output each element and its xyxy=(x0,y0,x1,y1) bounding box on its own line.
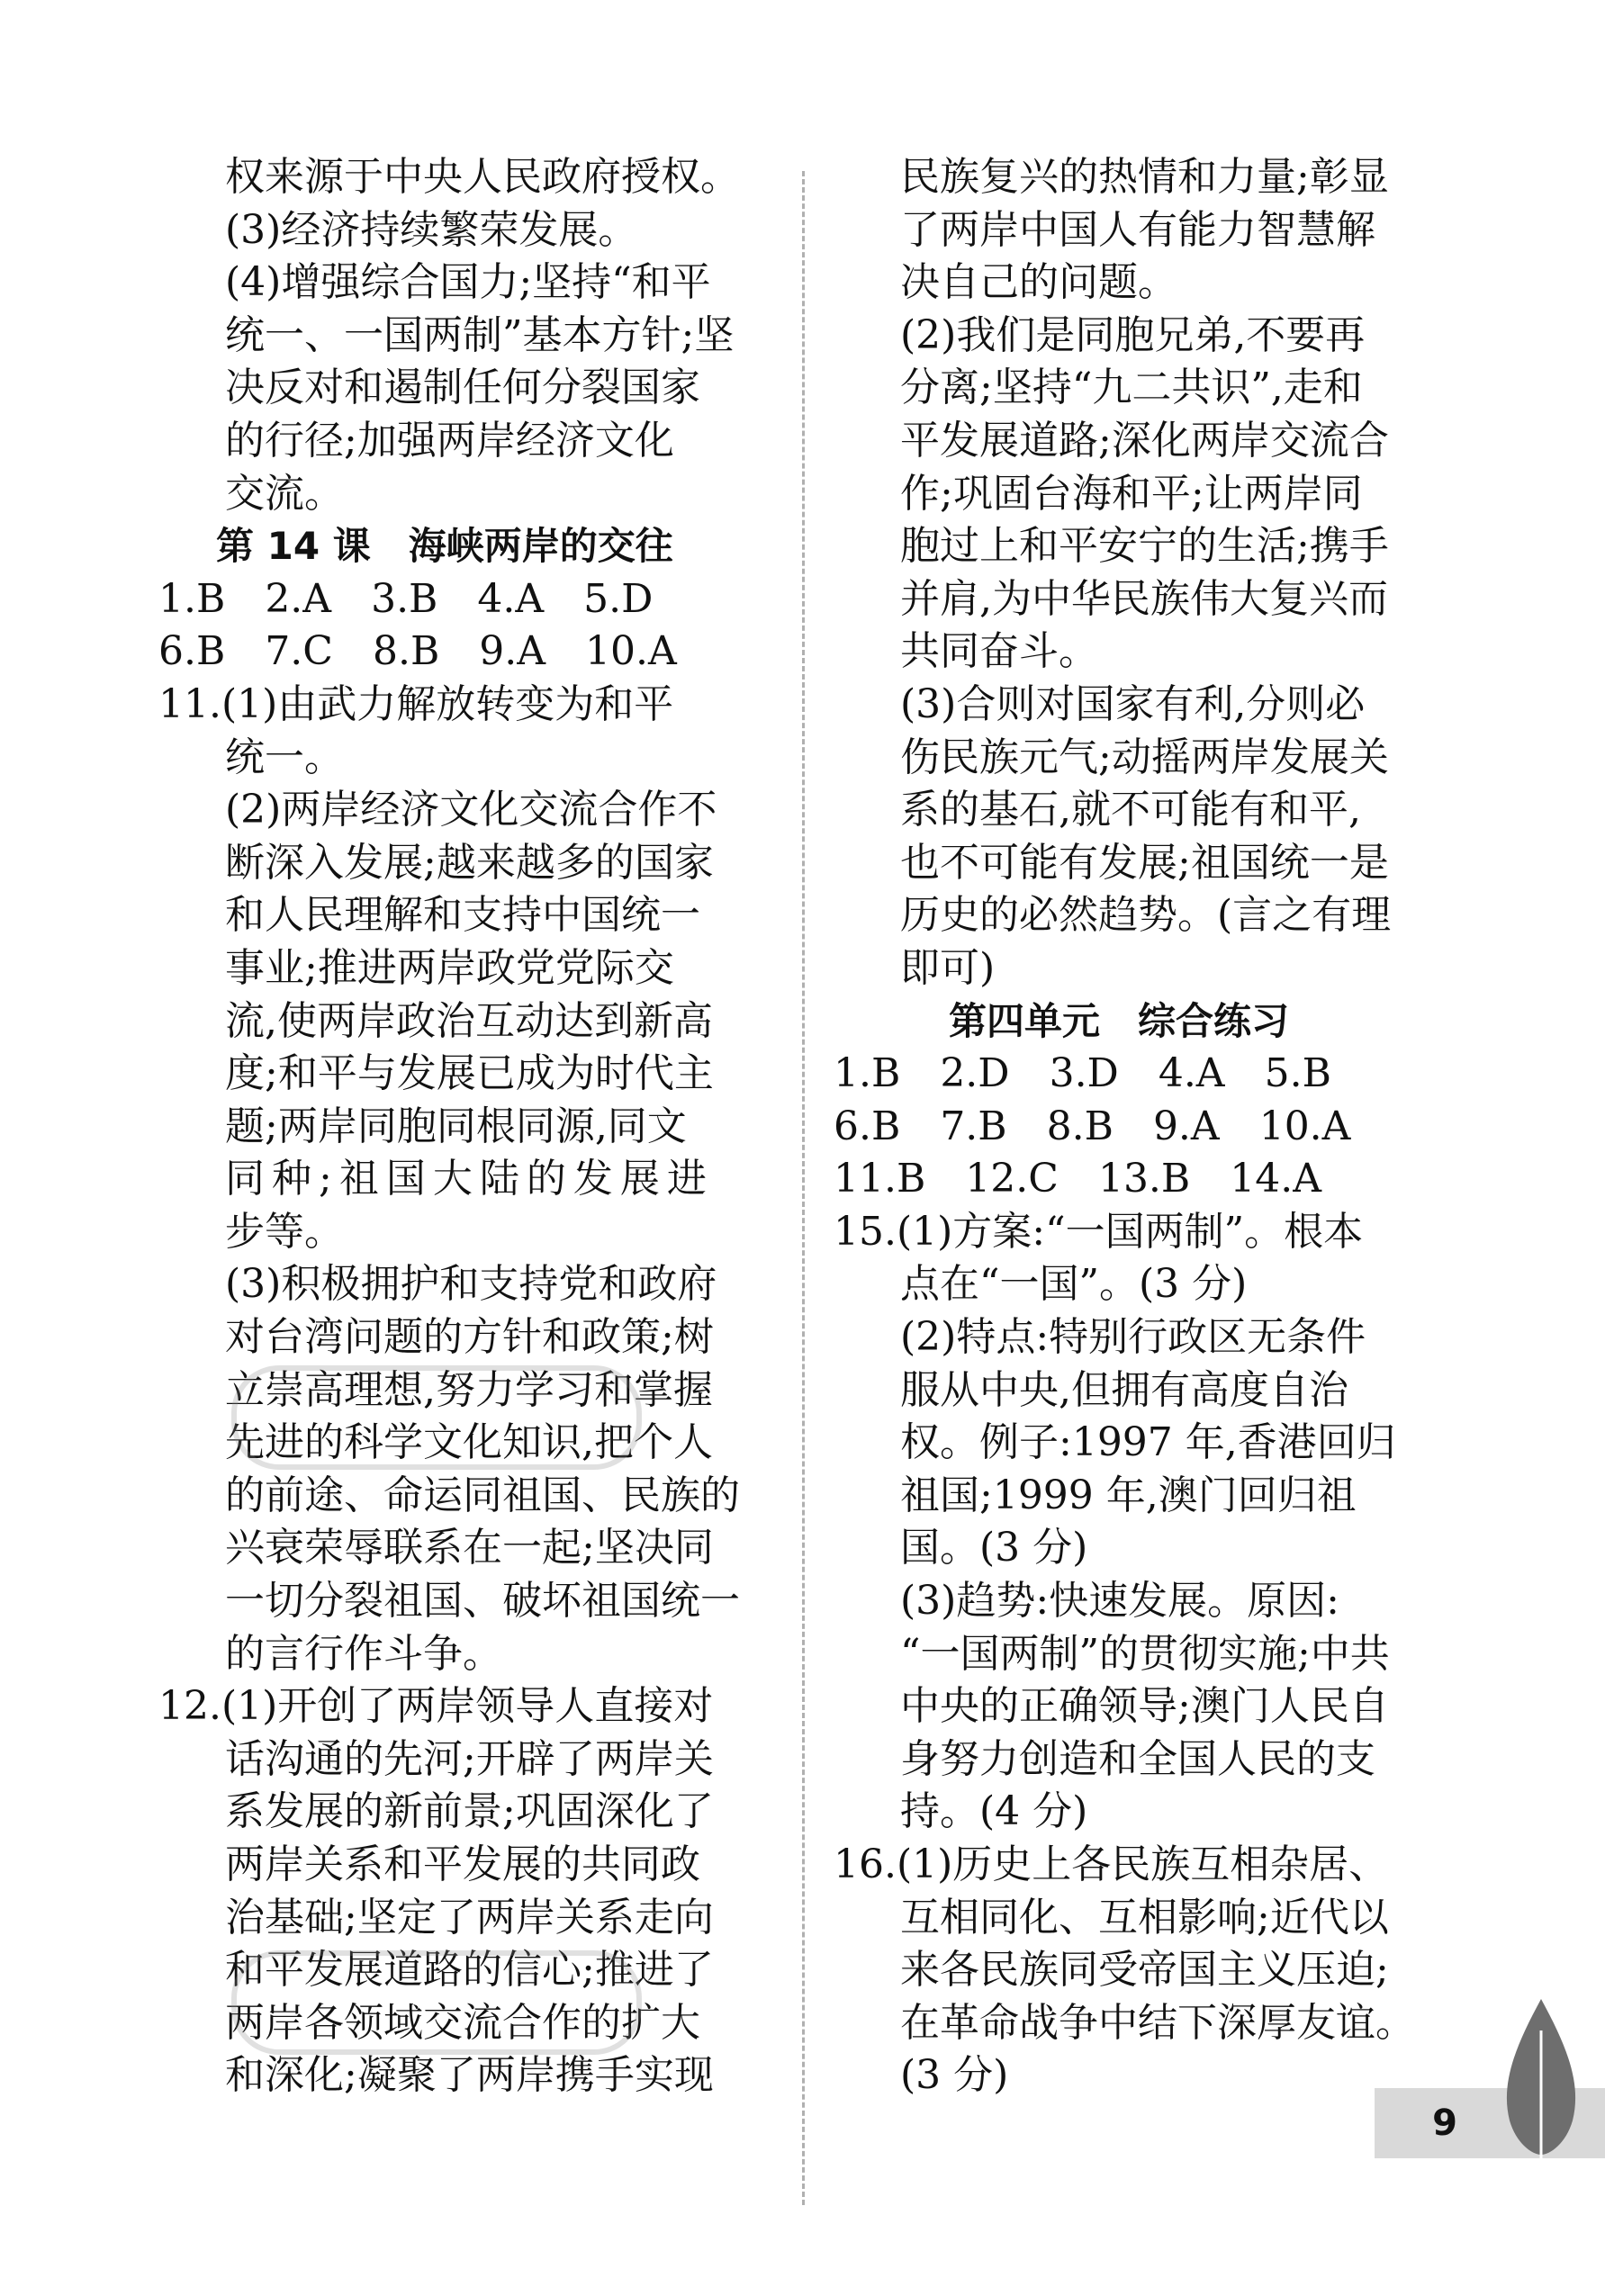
page-number: 9 xyxy=(1432,2102,1457,2144)
text-line: (3)趋势:快速发展。原因: xyxy=(900,1578,1339,1625)
text-line: 伤民族元气;动摇两岸发展关 xyxy=(900,734,1389,780)
watermark-shape xyxy=(225,1350,648,1485)
text-line: 交流。 xyxy=(225,470,344,517)
text-line: 两岸各领域交流合作的扩大 xyxy=(225,1999,700,2046)
text-line: 持。(4 分) xyxy=(900,1788,1088,1835)
text-line: (3 分) xyxy=(900,2052,1009,2099)
text-line: 事业;推进两岸政党党际交 xyxy=(225,944,674,991)
text-line: 服从中央,但拥有高度自治 xyxy=(900,1366,1348,1413)
right-column xyxy=(834,151,1467,2102)
text-line: (2)我们是同胞兄弟,不要再 xyxy=(900,311,1366,358)
text-line: 在革命战争中结下深厚友谊。 xyxy=(900,1999,1415,2046)
text-line: 历史的必然趋势。(言之有理 xyxy=(900,892,1392,939)
answer-row: 1.B 2.A 3.B 4.A 5.D xyxy=(158,575,654,622)
answer-row: 6.B 7.C 8.B 9.A 10.A xyxy=(158,628,677,675)
text-line: 胞过上和平安宁的生活;携手 xyxy=(900,523,1389,570)
text-line: 同种;祖国大陆的发展进 xyxy=(225,1156,714,1202)
text-line: 的行径;加强两岸经济文化 xyxy=(225,417,674,464)
answer-row: 11.B 12.C 13.B 14.A xyxy=(834,1156,1322,1202)
text-line: 民族复兴的热情和力量;彰显 xyxy=(900,154,1389,200)
text-line: 决反对和遏制任何分裂国家 xyxy=(225,365,700,411)
text-line: 和平发展道路的信心;推进了 xyxy=(225,1947,714,1994)
text-line: 先进的科学文化知识,把个人 xyxy=(225,1419,713,1466)
text-line: (4)增强综合国力;坚持“和平 xyxy=(225,259,711,306)
text-line: 的前途、命运同祖国、民族的 xyxy=(225,1472,740,1518)
question-start: 16.(1)历史上各民族互相杂居、 xyxy=(834,1841,1389,1887)
question-start: 11.(1)由武力解放转变为和平 xyxy=(158,680,674,727)
text-line: 决自己的问题。 xyxy=(900,259,1177,306)
section-heading: 第 14 课 海峡两岸的交往 xyxy=(216,524,673,569)
text-line: 分离;坚持“九二共识”,走和 xyxy=(900,365,1363,411)
text-line: 系的基石,就不可能有和平, xyxy=(900,787,1361,833)
text-line: 国。(3 分) xyxy=(900,1525,1088,1571)
text-line: 统一、一国两制”基本方针;坚 xyxy=(225,311,735,358)
text-line: 断深入发展;越来越多的国家 xyxy=(225,839,714,886)
text-line: 和人民理解和支持中国统一 xyxy=(225,892,700,939)
text-line: 系发展的新前景;巩固深化了 xyxy=(225,1788,714,1835)
text-line: 权来源于中央人民政府授权。 xyxy=(225,154,740,200)
text-line: 两岸关系和平发展的共同政 xyxy=(225,1841,700,1887)
text-line: 权。例子:1997 年,香港回归 xyxy=(900,1419,1396,1466)
text-line: 来各民族同受帝国主义压迫; xyxy=(900,1947,1389,1994)
answer-row: 1.B 2.D 3.D 4.A 5.B xyxy=(834,1050,1331,1097)
section-heading: 第四单元 综合练习 xyxy=(949,998,1290,1043)
text-line: 点在“一国”。(3 分) xyxy=(900,1261,1248,1308)
text-line: 的言行作斗争。 xyxy=(225,1630,502,1677)
text-line: 祖国;1999 年,澳门回归祖 xyxy=(900,1472,1357,1518)
text-line: 即可) xyxy=(900,944,996,991)
text-line: 立崇高理想,努力学习和掌握 xyxy=(225,1366,713,1413)
text-line: 治基础;坚定了两岸关系走向 xyxy=(225,1894,714,1940)
answer-row: 6.B 7.B 8.B 9.A 10.A xyxy=(834,1103,1351,1149)
text-line: (2)两岸经济文化交流合作不 xyxy=(225,787,717,833)
question-start: 12.(1)开创了两岸领导人直接对 xyxy=(158,1683,714,1730)
text-line: “一国两制”的贯彻实施;中共 xyxy=(900,1630,1390,1677)
text-line: 身努力创造和全国人民的支 xyxy=(900,1735,1375,1782)
column-divider xyxy=(802,171,805,2205)
text-line: (3)合则对国家有利,分则必 xyxy=(900,680,1366,727)
text-line: 度;和平与发展已成为时代主 xyxy=(225,1050,714,1097)
text-line: 流,使两岸政治互动达到新高 xyxy=(225,997,713,1044)
text-line: 统一。 xyxy=(225,734,344,780)
text-line: 步等。 xyxy=(225,1208,344,1255)
text-line: (3)经济持续繁荣发展。 xyxy=(225,206,638,253)
text-line: 了两岸中国人有能力智慧解 xyxy=(900,206,1375,253)
text-line: 共同奋斗。 xyxy=(900,628,1098,675)
text-line: (2)特点:特别行政区无条件 xyxy=(900,1314,1366,1361)
text-line: 兴衰荣辱联系在一起;坚决同 xyxy=(225,1525,714,1571)
text-line: 话沟通的先河;开辟了两岸关 xyxy=(225,1735,714,1782)
text-line: 对台湾问题的方针和政策;树 xyxy=(225,1314,714,1361)
left-column xyxy=(158,151,807,2102)
text-line: 并肩,为中华民族伟大复兴而 xyxy=(900,575,1388,622)
text-line: 和深化;凝聚了两岸携手实现 xyxy=(225,2052,714,2099)
question-start: 15.(1)方案:“一国两制”。根本 xyxy=(834,1208,1364,1255)
text-line: (3)积极拥护和支持党和政府 xyxy=(225,1261,717,1308)
watermark-shape xyxy=(225,1935,648,2070)
text-line: 一切分裂祖国、破坏祖国统一 xyxy=(225,1578,740,1625)
text-line: 题;两岸同胞同根同源,同文 xyxy=(225,1103,687,1149)
text-line: 也不可能有发展;祖国统一是 xyxy=(900,839,1389,886)
text-line: 平发展道路;深化两岸交流合 xyxy=(900,417,1389,464)
leaf-icon xyxy=(1496,1994,1586,2165)
text-line: 作;巩固台海和平;让两岸同 xyxy=(900,470,1363,517)
text-line: 互相同化、互相影响;近代以 xyxy=(900,1894,1389,1940)
text-line: 中央的正确领导;澳门人民自 xyxy=(900,1683,1389,1730)
